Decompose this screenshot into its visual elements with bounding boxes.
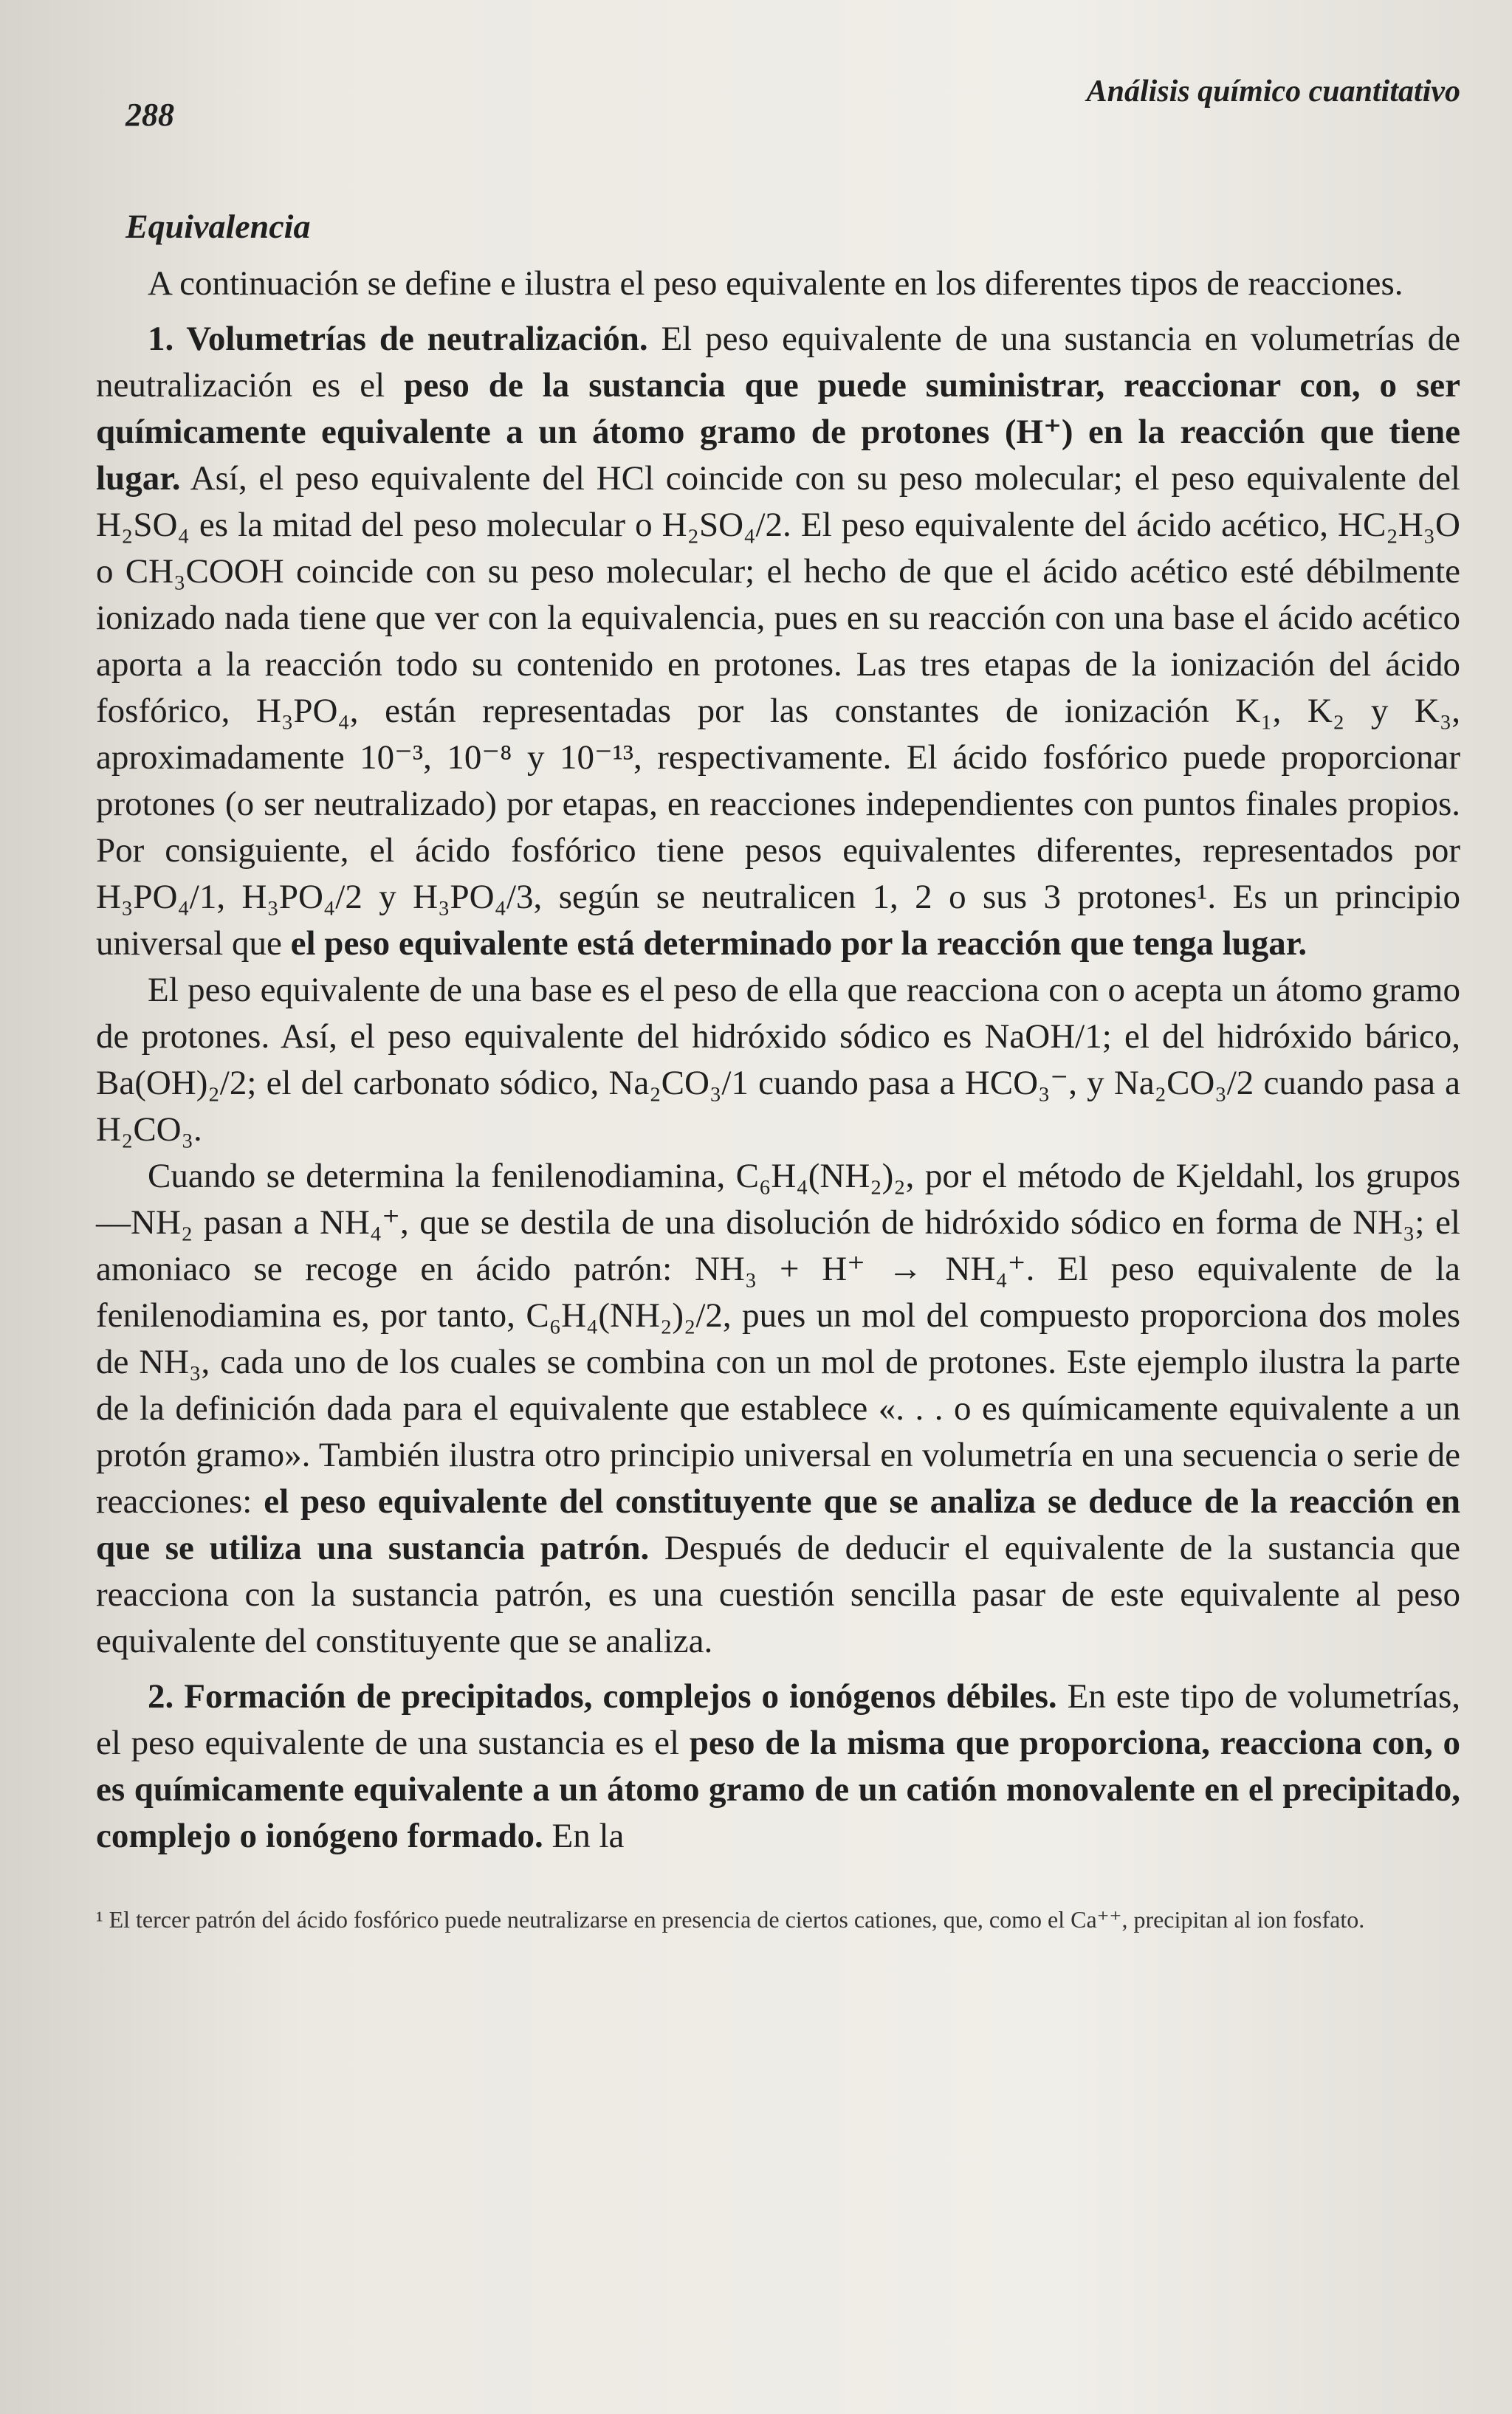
kjeldahl-tail: Después de deducir el equivalente de la sustancia que reacciona con la sustancia patrón, es una cuestión sencilla pasar de este equivalente al peso equivalente del constituyente que se analiza. bbox=[96, 1529, 1460, 1660]
item1-heading: 1. Volumetrías de neutralización. bbox=[148, 320, 648, 358]
footnote: ¹ El tercer patrón del ácido fosfórico puede neutralizarse en presencia de ciertos cationes, que, como el Ca⁺⁺, precipitan al ion fosfato. bbox=[96, 1906, 1365, 1933]
item1-lead: El peso equivalente de una sustancia en volumetrías de neutralización es el bbox=[96, 320, 1460, 405]
paragraph-neutralization bbox=[96, 316, 1460, 967]
kjeldahl-principle: el peso equivalente del constituyente que se analiza se deduce de la reacción en que se utiliza una sustancia patrón. bbox=[96, 1482, 1460, 1567]
item1-definition: peso de la sustancia que puede suministrar, reaccionar con, o ser químicamente equivalente a un átomo gramo de protones (H⁺) en la reacción que tiene lugar. bbox=[96, 366, 1460, 498]
paragraph-base: El peso equivalente de una base es el peso de ella que reacciona con o acepta un átomo gramo de protones. Así, el peso equivalente del hidróxido sódico es NaOH/1; el del hidróxido bárico, Ba(OH)₂/2; el del carbonato sódico, Na₂CO₃/1 cuando pasa a HCO₃⁻, y Na₂CO₃/2 cuando pasa a H₂CO₃. bbox=[96, 971, 1460, 1149]
paragraph-kjeldahl bbox=[96, 1153, 1460, 1665]
item2-definition: peso de la misma que proporciona, reacciona con, o es químicamente equivalente a un átomo gramo de un catión monovalente en el precipitado, complejo o ionógeno formado. bbox=[96, 1724, 1460, 1855]
item2-heading: 2. Formación de precipitados, complejos o ionógenos débiles. bbox=[148, 1677, 1057, 1716]
kjeldahl-body: Cuando se determina la fenilenodiamina, C₆H₄(NH₂)₂, por el método de Kjeldahl, los grupos —NH₂ pasan a NH₄⁺, que se destila de una disolución de hidróxido sódico en forma de NH₃; el amoniaco se recoge en ácido patrón: NH₃ + H⁺ → NH₄⁺. El peso equivalente de la fenilenodiamina es, por tanto, C₆H₄(NH₂)₂/2, pues un mol del compuesto proporciona dos moles de NH₃, cada uno de los cuales se combina con un mol de protones. Este ejemplo ilustra la parte de la definición dada para el equivalente que establece «. . . o es químicamente equivalente a un protón gramo». También ilustra otro principio universal en volumetría en una secuencia o serie de reacciones: bbox=[96, 1157, 1460, 1521]
running-head bbox=[96, 75, 1460, 155]
item1-principle: el peso equivalente está determinado por la reacción que tenga lugar. bbox=[290, 924, 1307, 963]
spacer bbox=[96, 1665, 1460, 1674]
item1-body: Así, el peso equivalente del HCl coincide con su peso molecular; el peso equivalente del H₂SO₄ es la mitad del peso molecular o H₂SO₄/2. El peso equivalente del ácido acético, HC₂H₃O o CH₃COOH coincide con su peso molecular; el hecho de que el ácido acético esté débilmente ionizado nada tiene que ver con la equivalencia, pues en su reacción con una base el ácido acético aporta a la reacción todo su contenido en protones. Las tres etapas de la ionización del ácido fosfórico, H₃PO₄, están representadas por las constantes de ionización K₁, K₂ y K₃, aproximadamente 10⁻³, 10⁻⁸ y 10⁻¹³, respectivamente. El ácido fosfórico puede proporcionar protones (o ser neutralizado) por etapas, en reacciones independientes con puntos finales propios. Por consiguiente, el ácido fosfórico tiene pesos equivalentes diferentes, representados por H₃PO₄/1, H₃PO₄/2 y H₃PO₄/3, según se neutralicen 1, 2 o sus 3 protones¹. Es un principio universal que bbox=[96, 459, 1460, 963]
page-number: 288 bbox=[126, 97, 174, 133]
running-title: Análisis químico cuantitativo bbox=[1086, 75, 1460, 109]
section-title: Equivalencia bbox=[126, 207, 311, 245]
paragraph-precipitates bbox=[96, 1674, 1460, 1860]
item2-lead: En este tipo de volumetrías, el peso equivalente de una sustancia es el bbox=[96, 1677, 1460, 1762]
intro-paragraph: A continuación se define e ilustra el peso equivalente en los diferentes tipos de reacciones. bbox=[148, 264, 1403, 303]
spacer bbox=[96, 307, 1460, 316]
item2-tail: En la bbox=[543, 1817, 625, 1855]
